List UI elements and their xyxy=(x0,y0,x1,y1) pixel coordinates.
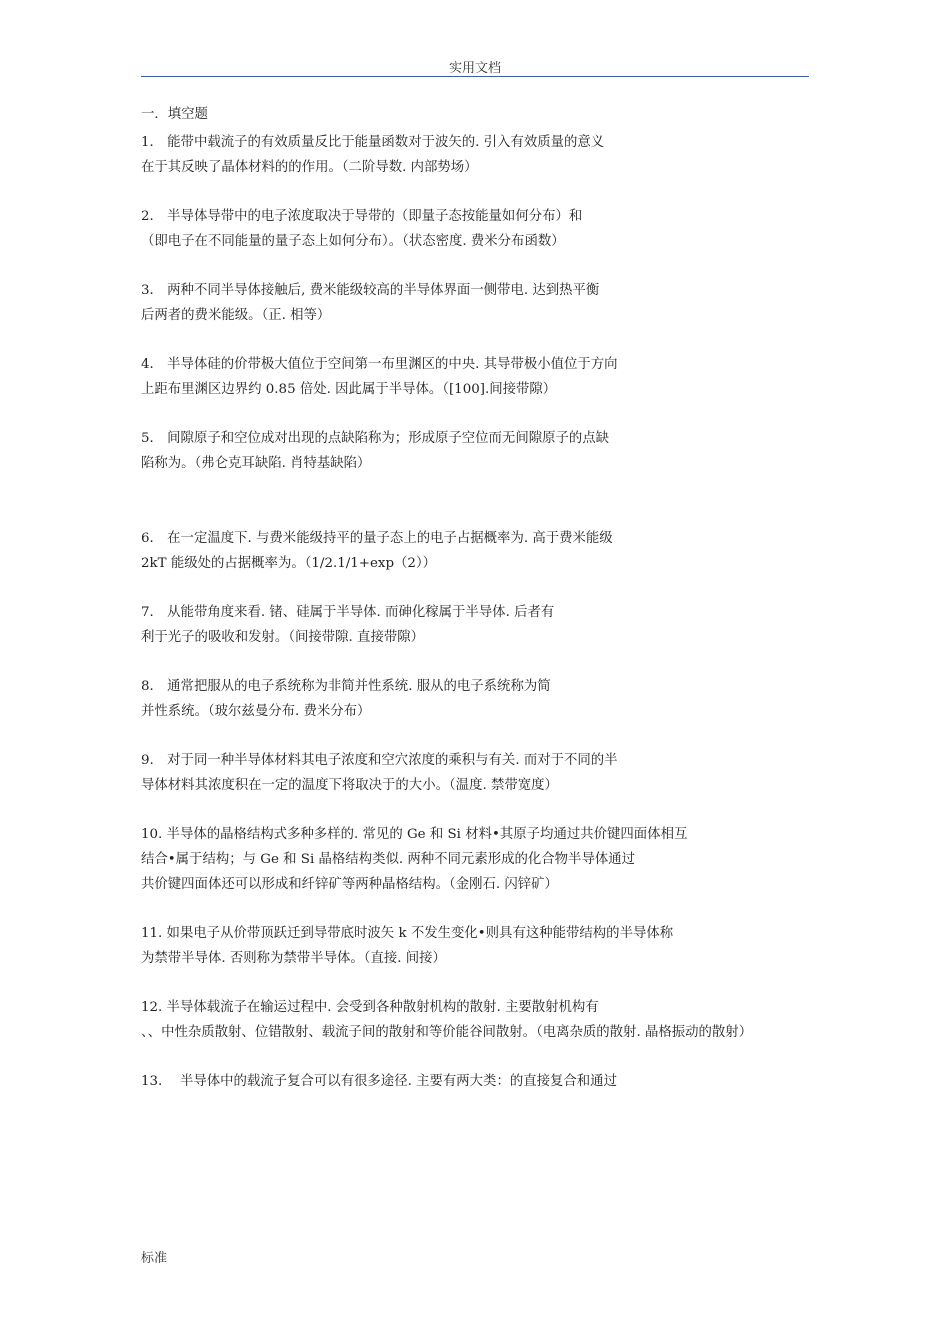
question-line: 在于其反映了晶体材料的的作用。（二阶导数. 内部势场） xyxy=(141,160,478,175)
question-9 xyxy=(141,748,821,798)
question-line: 12. 半导体载流子在输运过程中. 会受到各种散射机构的散射. 主要散射机构有 xyxy=(141,1000,599,1015)
question-6 xyxy=(141,526,821,576)
document-body xyxy=(141,104,821,1118)
question-line: 为禁带半导体. 否则称为禁带半导体。（直接. 间接） xyxy=(141,951,446,966)
question-line: 2． 半导体导带中的电子浓度取决于导带的（即量子态按能量如何分布）和 xyxy=(141,209,583,224)
question-1 xyxy=(141,130,821,180)
question-3 xyxy=(141,278,821,328)
question-8 xyxy=(141,674,821,724)
question-7 xyxy=(141,600,821,650)
question-line: 并性系统。（玻尔兹曼分布. 费米分布） xyxy=(141,704,371,719)
question-line: 、、中性杂质散射、位错散射、载流子间的散射和等价能谷间散射。（电离杂质的散射. 晶格振动的散射） xyxy=(141,1025,753,1040)
question-4 xyxy=(141,352,821,402)
question-line: 导体材料其浓度积在一定的温度下将取决于的大小。（温度. 禁带宽度） xyxy=(141,778,558,793)
question-line: 11. 如果电子从价带顶跃迁到导带底时波矢 k 不发生变化•则具有这种能带结构的半导体称 xyxy=(141,926,674,941)
question-line: 13. 半导体中的载流子复合可以有很多途径. 主要有两大类：的直接复合和通过 xyxy=(141,1074,617,1089)
question-10 xyxy=(141,822,821,897)
question-line: 上距布里渊区边界约 0.85 倍处. 因此属于半导体。（[100].间接带隙） xyxy=(141,382,557,397)
question-line: 共价键四面体还可以形成和纤锌矿等两种晶格结构。（金刚石. 闪锌矿） xyxy=(141,877,558,892)
question-line: 2kT 能级处的占据概率为。（1/2.1/1+exp（2）） xyxy=(141,556,437,571)
question-line: 3． 两种不同半导体接触后, 费米能级较高的半导体界面一侧带电. 达到热平衡 xyxy=(141,283,600,298)
question-2 xyxy=(141,204,821,254)
question-5 xyxy=(141,426,821,476)
section-title: 一．填空题 xyxy=(141,107,208,122)
page-header xyxy=(141,62,809,77)
question-line: 9. 对于同一种半导体材料其电子浓度和空穴浓度的乘积与有关. 而对于不同的半 xyxy=(141,753,618,768)
question-13 xyxy=(141,1069,821,1094)
question-12 xyxy=(141,995,821,1045)
question-line: 陷称为。（弗仑克耳缺陷. 肖特基缺陷） xyxy=(141,456,371,471)
question-line: 1． 能带中载流子的有效质量反比于能量函数对于波矢的. 引入有效质量的意义 xyxy=(141,135,605,150)
question-line: 4． 半导体硅的价带极大值位于空间第一布里渊区的中央. 其导带极小值位于方向 xyxy=(141,357,618,372)
page-footer: 标准 xyxy=(141,1251,168,1266)
question-line: 7． 从能带角度来看. 锗、硅属于半导体. 而砷化稼属于半导体. 后者有 xyxy=(141,605,555,620)
question-line: （即电子在不同能量的量子态上如何分布）。（状态密度. 费米分布函数） xyxy=(141,234,565,249)
question-line: 10. 半导体的晶格结构式多种多样的. 常见的 Ge 和 Si 材料•其原子均通过共价键四面体相互 xyxy=(141,827,688,842)
question-line: 后两者的费米能级。（正. 相等） xyxy=(141,308,331,323)
question-line: 6． 在一定温度下. 与费米能级持平的量子态上的电子占据概率为. 高于费米能级 xyxy=(141,531,613,546)
question-line: 8． 通常把服从的电子系统称为非简并性系统. 服从的电子系统称为简 xyxy=(141,679,551,694)
question-line: 利于光子的吸收和发射。（间接带隙. 直接带隙） xyxy=(141,630,425,645)
header-title: 实用文档 xyxy=(448,61,501,76)
question-line: 5． 间隙原子和空位成对出现的点缺陷称为；形成原子空位而无间隙原子的点缺 xyxy=(141,431,610,446)
question-11 xyxy=(141,921,821,971)
question-line: 结合•属于结构；与 Ge 和 Si 晶格结构类似. 两种不同元素形成的化合物半导体通过 xyxy=(141,852,636,867)
